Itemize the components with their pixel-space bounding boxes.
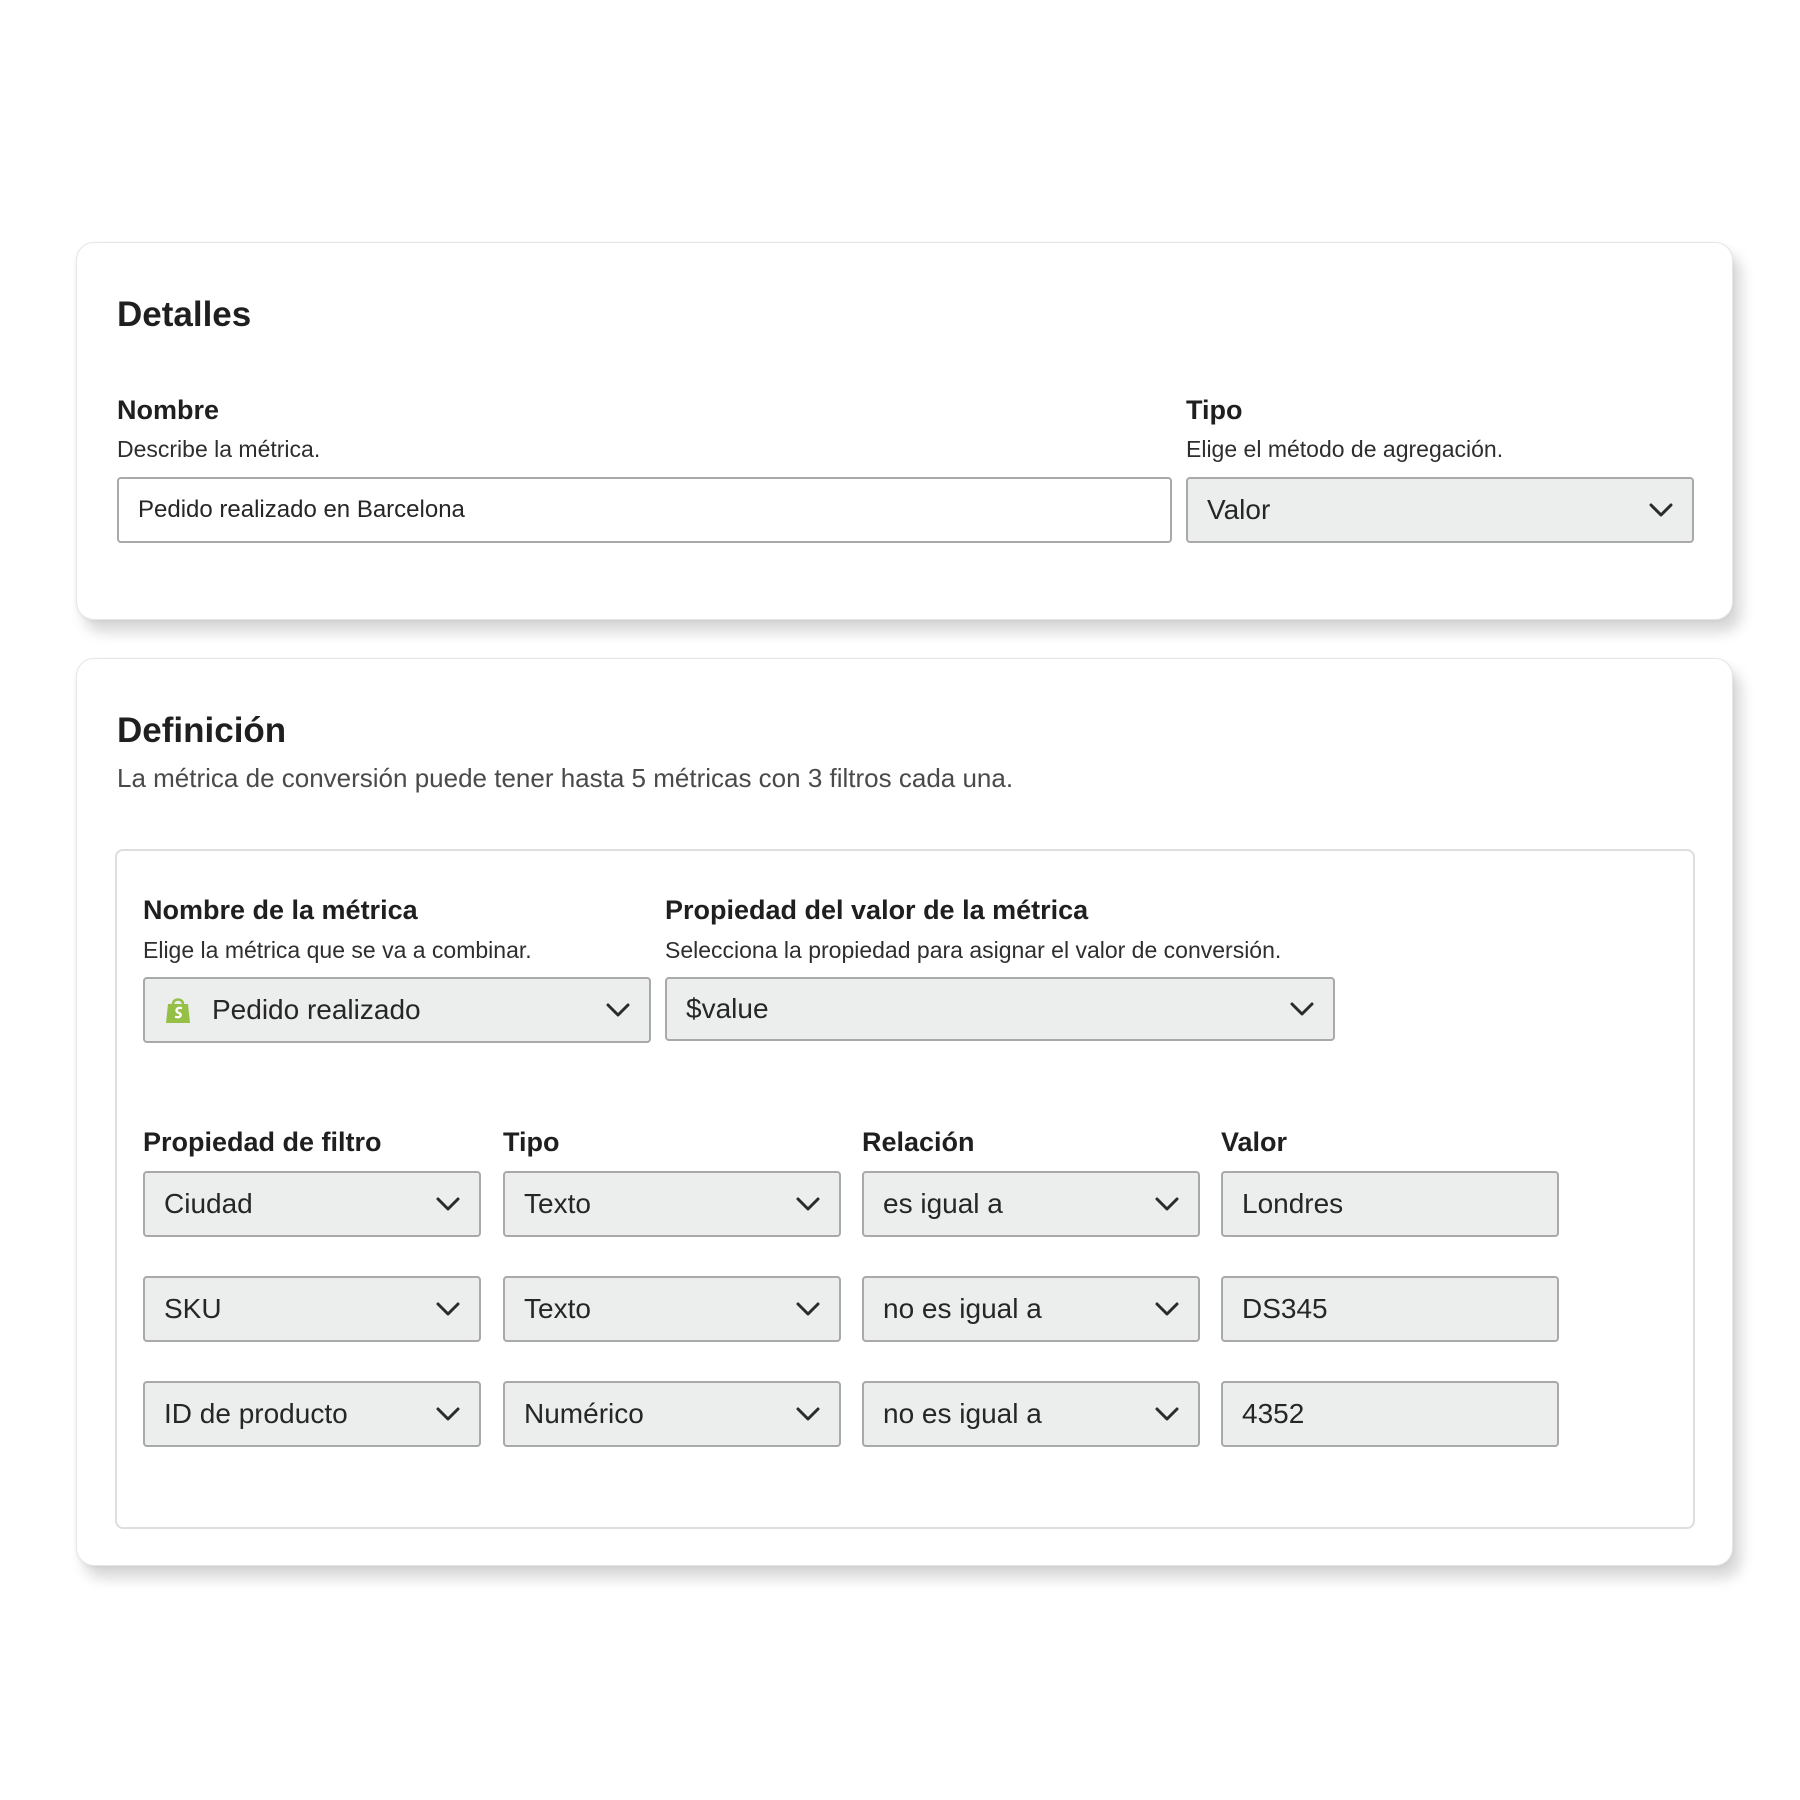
- name-hint: Describe la métrica.: [117, 436, 321, 462]
- chevron-down-icon: [435, 1196, 461, 1212]
- filter-relation-value: es igual a: [883, 1188, 1003, 1219]
- chevron-down-icon: [795, 1196, 821, 1212]
- filter-value-text: DS345: [1242, 1293, 1328, 1324]
- filter-property-select[interactable]: [143, 1381, 481, 1447]
- name-input[interactable]: [117, 477, 1172, 543]
- metric-value-property-hint: Selecciona la propiedad para asignar el valor de conversión.: [665, 937, 1282, 963]
- chevron-down-icon: [1154, 1406, 1180, 1422]
- filter-relation-select[interactable]: [862, 1381, 1200, 1447]
- filter-value-input[interactable]: [1221, 1276, 1559, 1342]
- name-input-value: Pedido realizado en Barcelona: [138, 496, 465, 523]
- filter-type-value: Texto: [524, 1293, 591, 1324]
- metric-value-property-label: Propiedad del valor de la métrica: [665, 895, 1089, 925]
- chevron-down-icon: [1648, 502, 1674, 518]
- chevron-down-icon: [795, 1406, 821, 1422]
- definition-description: La métrica de conversión puede tener hasta 5 métricas con 3 filtros cada una.: [117, 763, 1014, 793]
- type-label: Tipo: [1186, 395, 1243, 425]
- aggregation-type-select[interactable]: [1186, 477, 1694, 543]
- type-hint: Elige el método de agregación.: [1186, 436, 1504, 462]
- chevron-down-icon: [605, 1002, 631, 1018]
- filter-relation-header: Relación: [862, 1127, 975, 1157]
- filter-relation-select[interactable]: [862, 1171, 1200, 1237]
- filter-property-value: SKU: [164, 1293, 222, 1324]
- filter-type-value: Numérico: [524, 1398, 644, 1429]
- metric-name-value: Pedido realizado: [212, 994, 421, 1025]
- chevron-down-icon: [435, 1301, 461, 1317]
- filter-value-input[interactable]: [1221, 1381, 1559, 1447]
- filter-value-header: Valor: [1221, 1127, 1288, 1157]
- chevron-down-icon: [1154, 1301, 1180, 1317]
- details-title: Detalles: [117, 295, 252, 334]
- filter-property-value: Ciudad: [164, 1188, 253, 1219]
- filter-type-select[interactable]: [503, 1276, 841, 1342]
- metric-definition-box: [115, 849, 1695, 1529]
- filter-type-select[interactable]: [503, 1171, 841, 1237]
- chevron-down-icon: [1154, 1196, 1180, 1212]
- filter-value-text: Londres: [1242, 1188, 1344, 1219]
- shopify-bag-icon: [164, 995, 192, 1025]
- metric-value-property-value: $value: [686, 993, 769, 1024]
- chevron-down-icon: [1289, 1001, 1315, 1017]
- filter-property-select[interactable]: [143, 1171, 481, 1237]
- filter-value-text: 4352: [1242, 1398, 1305, 1429]
- metric-name-hint: Elige la métrica que se va a combinar.: [143, 937, 532, 963]
- filter-relation-value: no es igual a: [883, 1293, 1042, 1324]
- definition-title: Definición: [117, 711, 287, 750]
- definition-card: [76, 658, 1733, 1566]
- filter-type-header: Tipo: [503, 1127, 560, 1157]
- details-card: [76, 242, 1733, 620]
- name-label: Nombre: [117, 395, 220, 425]
- chevron-down-icon: [795, 1301, 821, 1317]
- chevron-down-icon: [435, 1406, 461, 1422]
- filter-type-select[interactable]: [503, 1381, 841, 1447]
- metric-name-label: Nombre de la métrica: [143, 895, 418, 925]
- filter-property-value: ID de producto: [164, 1398, 348, 1429]
- metric-name-select[interactable]: [143, 977, 651, 1043]
- filter-property-select[interactable]: [143, 1276, 481, 1342]
- aggregation-type-value: Valor: [1207, 494, 1271, 525]
- metric-value-property-select[interactable]: [665, 977, 1335, 1041]
- filter-relation-select[interactable]: [862, 1276, 1200, 1342]
- filter-type-value: Texto: [524, 1188, 591, 1219]
- filter-relation-value: no es igual a: [883, 1398, 1042, 1429]
- filter-value-input[interactable]: [1221, 1171, 1559, 1237]
- filter-property-header: Propiedad de filtro: [143, 1127, 382, 1157]
